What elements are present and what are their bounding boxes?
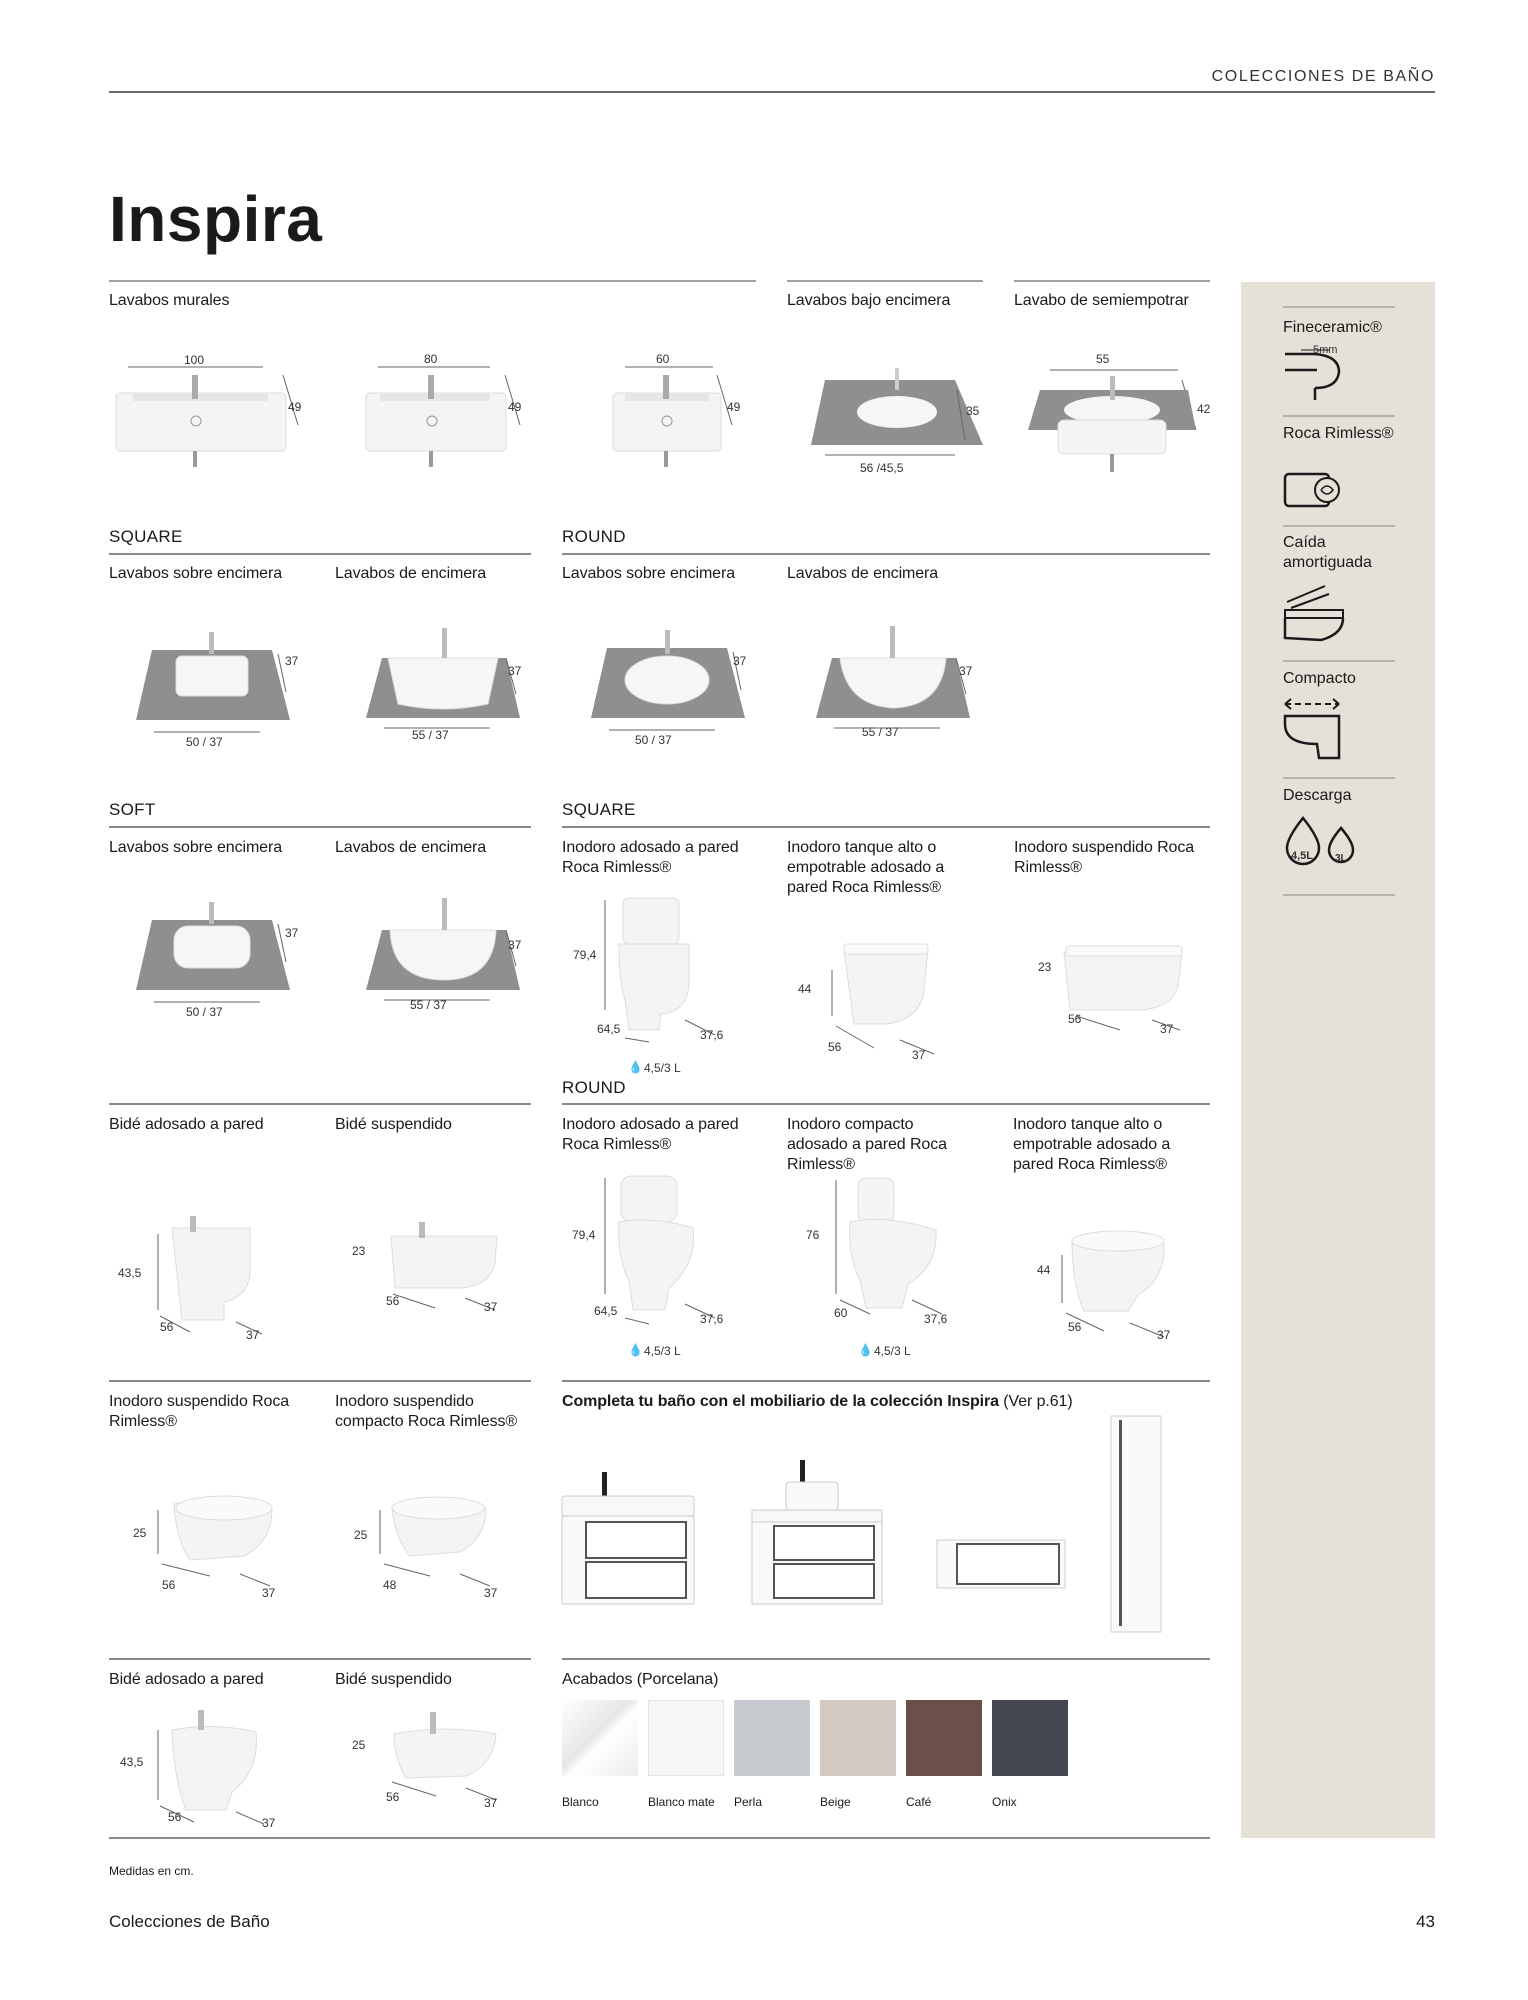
dim-width: 37 — [262, 1816, 276, 1830]
dim-height: 43,5 — [120, 1755, 144, 1769]
group-square: SQUARE — [109, 527, 183, 546]
divider — [109, 1380, 531, 1382]
dim-width: 80 — [424, 352, 438, 366]
dim-height: 23 — [352, 1244, 366, 1258]
dim-height: 42 — [1197, 402, 1211, 416]
dim-height: 25 — [352, 1738, 366, 1752]
swatch-perla — [734, 1700, 810, 1776]
label-semiempotrar: Lavabo de semiempotrar — [1014, 292, 1189, 309]
divider — [1283, 525, 1395, 527]
divider — [109, 280, 756, 282]
header-divider — [109, 91, 1435, 93]
divider — [562, 826, 1210, 828]
group-soft: SOFT — [109, 800, 156, 819]
dim-height: 79,4 — [572, 1228, 596, 1242]
group-round: ROUND — [562, 1078, 626, 1097]
measurements-note: Medidas en cm. — [109, 1864, 194, 1878]
dim-width: 50 / 37 — [186, 1005, 223, 1019]
label-square-sobre-encimera: Lavabos sobre encimera — [109, 565, 283, 582]
round-counter-basin — [810, 618, 980, 738]
round-floor-bidet — [140, 1700, 290, 1830]
undercounter-basin — [805, 360, 990, 475]
divider — [562, 1658, 1210, 1660]
dim-width: 37 — [484, 1300, 498, 1314]
dim-depth: 56 — [1068, 1320, 1082, 1334]
label-inodoro-suspendido: Inodoro suspendido Roca Rimless® — [109, 1393, 290, 1430]
label-round-de-encimera: Lavabos de encimera — [787, 565, 939, 582]
flush-badge-large: 4,5L — [1291, 850, 1314, 862]
dim-width: 37 — [246, 1328, 260, 1342]
label-soft-sobre-encimera: Lavabos sobre encimera — [109, 839, 283, 856]
water-drop-icon: 💧 — [628, 1060, 643, 1074]
features-panel — [1241, 282, 1435, 1838]
divider — [109, 1658, 531, 1660]
dim-height: 37 — [285, 654, 299, 668]
divider — [1283, 777, 1395, 779]
label-round-sobre-encimera: Lavabos sobre encimera — [562, 565, 736, 582]
rimless-icon — [1283, 468, 1347, 516]
dim-height: 79,4 — [573, 948, 597, 962]
feature-caida-amortiguada: Caída amortiguada — [1283, 534, 1372, 571]
drawer-unit — [935, 1530, 1075, 1600]
mobiliario-ref: (Ver p.61) — [998, 1393, 1073, 1410]
square-counter-basin — [360, 618, 530, 738]
dim-height: 25 — [354, 1528, 368, 1542]
label-bide-adosado: Bidé adosado a pared — [109, 1671, 264, 1688]
flush-volume: 4,5/3 L — [874, 1344, 911, 1358]
finish-label: Perla — [734, 1795, 763, 1809]
footer-collection: Colecciones de Baño — [109, 1912, 270, 1931]
swatch-blanco-mate — [648, 1700, 724, 1776]
divider — [1014, 280, 1210, 282]
round-back-to-wall-toilet — [1040, 1215, 1200, 1340]
round-over-counter-basin — [585, 618, 755, 738]
divider — [562, 1380, 1210, 1382]
divider — [109, 1837, 1210, 1839]
dim-height: 43,5 — [118, 1266, 142, 1280]
dim-height: 49 — [508, 400, 522, 414]
flush-volume: 4,5/3 L — [644, 1344, 681, 1358]
section-header: COLECCIONES DE BAÑO — [1211, 68, 1435, 85]
dim-height: 35 — [966, 404, 980, 418]
dim-width: 55 / 37 — [862, 725, 899, 739]
dim-width: 55 — [1096, 352, 1110, 366]
group-round: ROUND — [562, 527, 626, 546]
label-bajo-encimera: Lavabos bajo encimera — [787, 292, 951, 309]
dim-height: 37 — [508, 664, 522, 678]
dim-height: 23 — [1038, 960, 1052, 974]
finish-label: Blanco — [562, 1795, 599, 1809]
label-inodoro-adosado: Inodoro adosado a pared Roca Rimless® — [562, 839, 739, 876]
water-drop-icon: 💧 — [858, 1343, 873, 1357]
divider — [1283, 660, 1395, 662]
dim-depth: 48 — [383, 1578, 397, 1592]
dim-width: 37 — [912, 1048, 926, 1062]
label-inodoro-compacto: Inodoro compacto adosado a pared Roca Rimless® — [787, 1116, 947, 1173]
label-inodoro-suspendido-compacto: Inodoro suspendido compacto Roca Rimless® — [335, 1393, 518, 1430]
vanity-unit-integrated-basin — [560, 1460, 700, 1610]
dim-height: 49 — [727, 400, 741, 414]
dim-height: 37 — [733, 654, 747, 668]
group-square: SQUARE — [562, 800, 636, 819]
swatch-onix — [992, 1700, 1068, 1776]
label-inodoro-adosado: Inodoro adosado a pared Roca Rimless® — [562, 1116, 739, 1153]
dim-height: 44 — [1037, 1263, 1051, 1277]
dim-width: 37,6 — [924, 1312, 948, 1326]
dim-depth: 56 — [386, 1294, 400, 1308]
divider — [109, 1103, 531, 1105]
page-title: Inspira — [109, 183, 323, 255]
divider — [562, 553, 1210, 555]
label-mobiliario — [562, 1392, 1212, 1412]
label-inodoro-tanque-alto: Inodoro tanque alto o empotrable adosado a pared Roca Rimless® — [1013, 1116, 1171, 1173]
soft-counter-basin — [360, 890, 530, 1010]
feature-rimless: Roca Rimless® — [1283, 425, 1394, 442]
divider — [109, 553, 531, 555]
feature-compacto: Compacto — [1283, 670, 1356, 687]
dim-width: 37,6 — [700, 1312, 724, 1326]
dim-height: 76 — [806, 1228, 820, 1242]
dim-width: 37 — [484, 1586, 498, 1600]
compact-toilet-icon — [1281, 694, 1351, 764]
dim-depth: 60 — [834, 1306, 848, 1320]
divider — [1283, 306, 1395, 308]
divider — [109, 826, 531, 828]
dim-depth: 56 — [386, 1790, 400, 1804]
feature-descarga: Descarga — [1283, 787, 1352, 804]
dim-depth: 56 — [828, 1040, 842, 1054]
dim-height: 44 — [798, 982, 812, 996]
divider — [1283, 894, 1395, 896]
dim-depth: 56 — [162, 1578, 176, 1592]
soft-close-seat-icon — [1281, 578, 1351, 648]
dim-depth: 64,5 — [594, 1304, 618, 1318]
finish-label: Onix — [992, 1795, 1017, 1809]
swatch-cafe — [906, 1700, 982, 1776]
label-square-de-encimera: Lavabos de encimera — [335, 565, 487, 582]
dim-height: 37 — [959, 664, 973, 678]
semirecessed-basin — [1020, 350, 1210, 475]
tall-column-unit — [1105, 1410, 1165, 1640]
dim-width: 55 / 37 — [412, 728, 449, 742]
water-drop-icon: 💧 — [628, 1343, 643, 1357]
dim-depth: 56 — [160, 1320, 174, 1334]
dim-depth: 56 — [168, 1810, 182, 1824]
finish-label: Café — [906, 1795, 932, 1809]
divider — [787, 280, 983, 282]
dim-width: 37 — [484, 1796, 498, 1810]
label-bide-suspendido: Bidé suspendido — [335, 1116, 452, 1133]
flush-badge-small: 3L — [1335, 853, 1347, 864]
dim-width: 56 /45,5 — [860, 461, 904, 475]
finish-label: Beige — [820, 1795, 851, 1809]
label-soft-de-encimera: Lavabos de encimera — [335, 839, 487, 856]
dim-height: 49 — [288, 400, 302, 414]
feature-fineceramic: Fineceramic® — [1283, 319, 1382, 336]
fineceramic-icon — [1281, 342, 1351, 402]
dim-depth: 56 — [1068, 1012, 1082, 1026]
flush-volume: 4,5/3 L — [644, 1061, 681, 1075]
dim-width: 100 — [184, 353, 205, 367]
square-wall-hung-toilet — [1040, 930, 1210, 1040]
mobiliario-bold: Completa tu baño con el mobiliario de la colección Inspira — [562, 1393, 999, 1410]
dim-width: 37 — [1157, 1328, 1171, 1342]
soft-over-counter-basin — [130, 890, 300, 1010]
dim-width: 50 / 37 — [186, 735, 223, 749]
dim-width: 60 — [656, 352, 670, 366]
label-bide-adosado: Bidé adosado a pared — [109, 1116, 264, 1133]
swatch-blanco — [562, 1700, 638, 1776]
vanity-unit-countertop-basin — [750, 1460, 890, 1610]
wall-basin-100 — [108, 345, 318, 475]
dim-width: 50 / 37 — [635, 733, 672, 747]
divider — [562, 1103, 1210, 1105]
fineceramic-thickness: 5mm — [1313, 344, 1338, 356]
dim-width: 37 — [1160, 1022, 1174, 1036]
dim-width: 37,6 — [700, 1028, 724, 1042]
label-acabados: Acabados (Porcelana) — [562, 1671, 719, 1688]
label-lavabos-murales: Lavabos murales — [109, 292, 230, 309]
dim-height: 37 — [285, 926, 299, 940]
dim-height: 37 — [508, 938, 522, 952]
dim-depth: 64,5 — [597, 1022, 621, 1036]
label-inodoro-tanque-alto: Inodoro tanque alto o empotrable adosado a pared Roca Rimless® — [787, 839, 945, 896]
swatch-beige — [820, 1700, 896, 1776]
divider — [1283, 415, 1395, 417]
dim-width: 55 / 37 — [410, 998, 447, 1012]
page-number: 43 — [1416, 1912, 1435, 1931]
label-bide-suspendido: Bidé suspendido — [335, 1671, 452, 1688]
dim-width: 37 — [262, 1586, 276, 1600]
dim-height: 25 — [133, 1526, 147, 1540]
finish-label: Blanco mate — [648, 1795, 715, 1809]
label-inodoro-suspendido: Inodoro suspendido Roca Rimless® — [1014, 839, 1195, 876]
square-over-counter-basin — [130, 620, 300, 740]
